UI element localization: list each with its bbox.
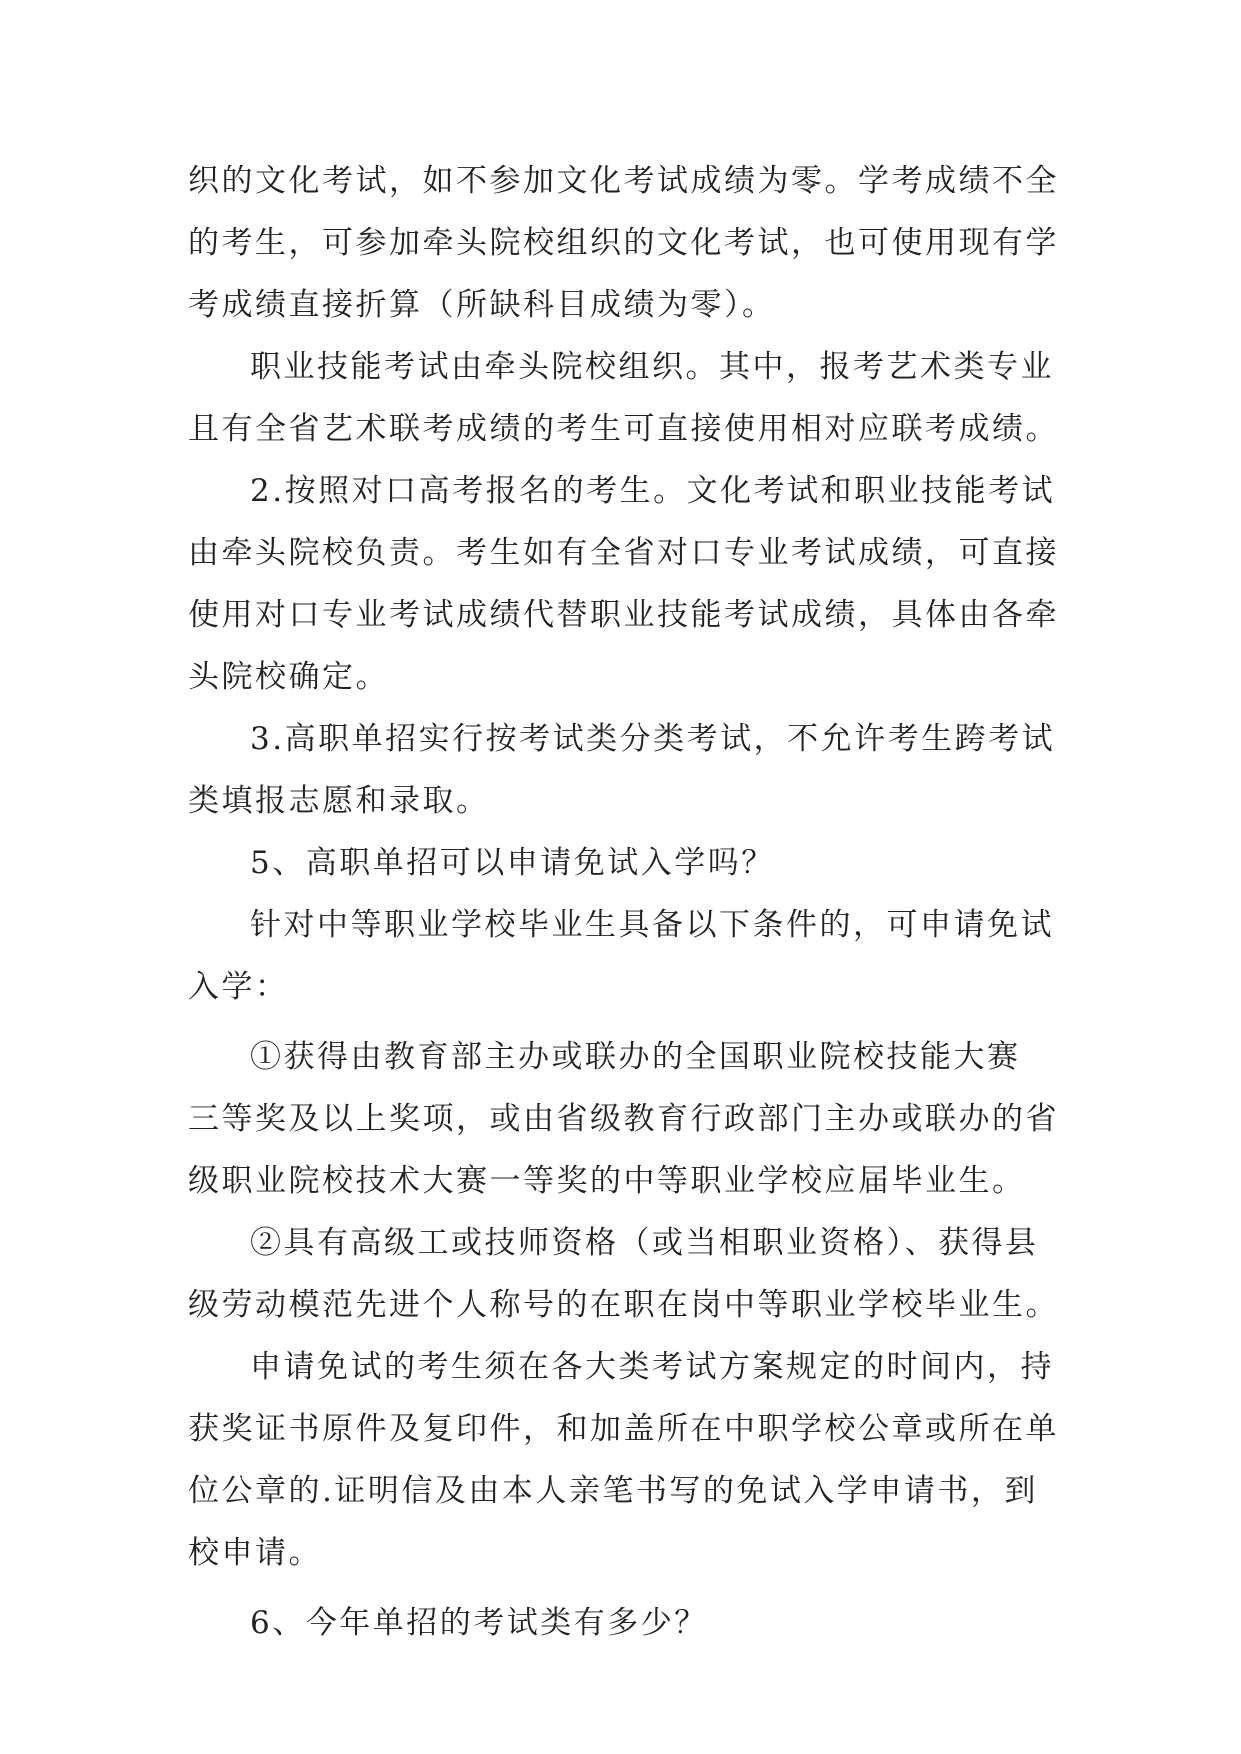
paragraph-line: 针对中等职业学校毕业生具备以下条件的，可申请免试: [250, 907, 1054, 943]
list-item-line: 三等奖及以上奖项，或由省级教育行政部门主办或联办的省: [188, 1101, 1059, 1137]
paragraph-line: 申请免试的考生须在各大类考试方案规定的时间内，持: [250, 1349, 1054, 1385]
paragraph-line: 头院校确定。: [188, 659, 389, 695]
paragraph-line: 职业技能考试由牵头院校组织。其中，报考艺术类专业: [250, 349, 1054, 385]
paragraph-line: 考成绩直接折算（所缺科目成绩为零）。: [188, 287, 776, 323]
list-item-line: 级职业院校技术大赛一等奖的中等职业学校应届毕业生。: [188, 1163, 1026, 1199]
section-heading: 5、高职单招可以申请免试入学吗？: [250, 845, 775, 881]
paragraph-line: 且有全省艺术联考成绩的考生可直接使用相对应联考成绩。: [188, 411, 1059, 447]
document-body: [188, 150, 1068, 1654]
section-heading: 6、今年单招的考试类有多少？: [250, 1605, 708, 1641]
paragraph-line: 的考生，可参加牵头院校组织的文化考试，也可使用现有学: [188, 225, 1059, 261]
paragraph-line: 2.按照对口高考报名的考生。文化考试和职业技能考试: [250, 473, 1056, 509]
paragraph-line: 3.高职单招实行按考试类分类考试，不允许考生跨考试: [250, 721, 1056, 757]
paragraph-line: 织的文化考试，如不参加文化考试成绩为零。学考成绩不全: [188, 163, 1059, 199]
paragraph-line: 由牵头院校负责。考生如有全省对口专业考试成绩，可直接: [188, 535, 1059, 571]
paragraph-line: 入学：: [188, 969, 289, 1005]
paragraph-line: 类填报志愿和录取。: [188, 783, 490, 819]
list-item-line: 级劳动模范先进个人称号的在职在岗中等职业学校毕业生。: [188, 1287, 1059, 1323]
paragraph-line: 获奖证书原件及复印件，和加盖所在中职学校公章或所在单: [188, 1411, 1059, 1447]
list-item-line: ②具有高级工或技师资格（或当相职业资格）、获得县: [250, 1225, 1039, 1261]
paragraph-line: 使用对口专业考试成绩代替职业技能考试成绩，具体由各牵: [188, 597, 1059, 633]
list-item-line: ①获得由教育部主办或联办的全国职业院校技能大赛: [250, 1039, 1021, 1075]
paragraph-line: 校申请。: [188, 1535, 322, 1571]
paragraph-line: 位公章的.证明信及由本人亲笔书写的免试入学申请书，到: [188, 1473, 1038, 1509]
